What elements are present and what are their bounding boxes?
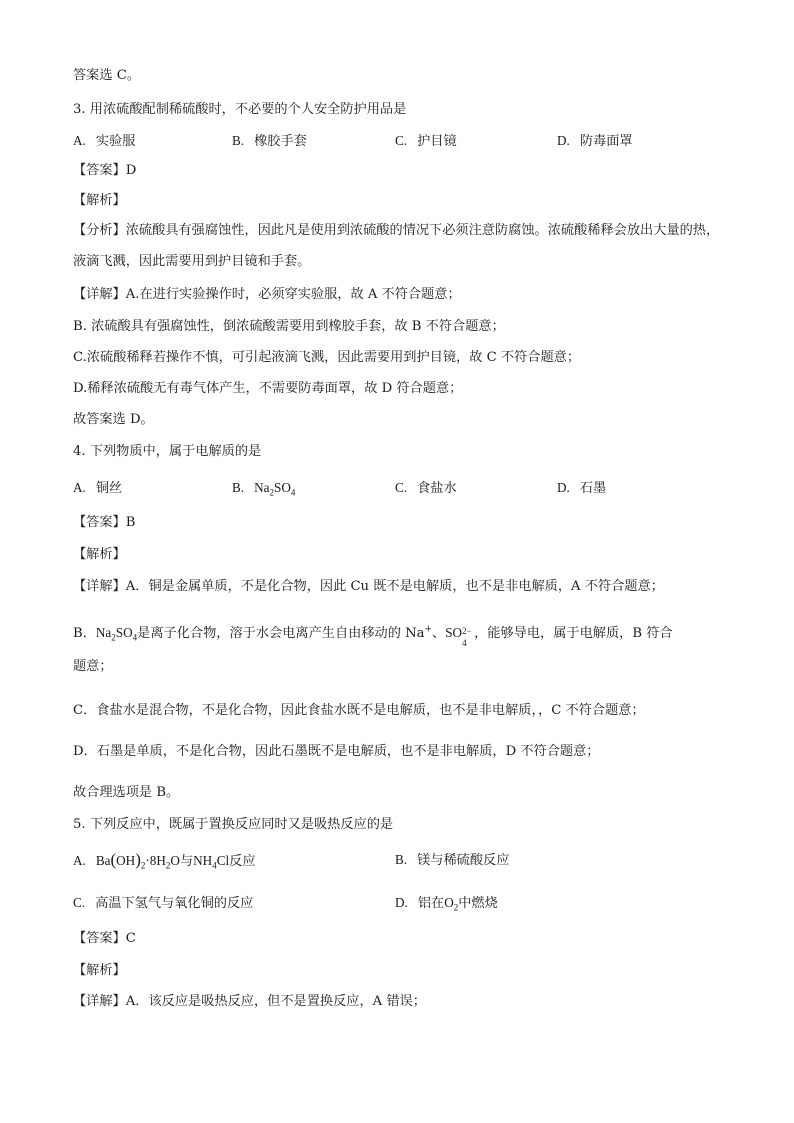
q4-detail-c: C．食盐水是混合物，不是化合物，因此食盐水既不是电解质，也不是非电解质，，C 不符合题意； bbox=[73, 703, 645, 718]
option-key: B. bbox=[395, 852, 408, 867]
answer-line: 答案选 C。 bbox=[73, 68, 141, 83]
option-key: D. bbox=[395, 895, 408, 910]
q4-detail-b: B．$Na_2SO_4$是离子化合物，溶于水会电离产生自由移动的 Na+、SO 2− 4 ，能够导电，属于电解质，B 符合 bbox=[73, 624, 673, 648]
q3-option-d bbox=[557, 132, 633, 151]
q5-answer: 【答案】C bbox=[73, 931, 136, 946]
option-text: 护目镜 bbox=[417, 134, 457, 149]
q4-option-d bbox=[557, 479, 606, 498]
q3-option-c bbox=[395, 132, 457, 151]
q3-conclusion: 故答案选 D。 bbox=[73, 412, 154, 427]
q5-jiexi: 【解析】 bbox=[73, 963, 126, 978]
option-text: 石墨 bbox=[579, 481, 607, 496]
q4-jiexi: 【解析】 bbox=[73, 547, 126, 562]
formula-na2so4: $Na_2SO_4$ bbox=[95, 625, 138, 643]
q4-option-a bbox=[73, 479, 122, 498]
q4-option-c bbox=[395, 479, 457, 498]
option-text: 实验服 bbox=[95, 134, 136, 149]
q3-detail-c: C.浓硫酸稀释若操作不慎，可引起液滴飞溅，因此需要用到护目镜，故 C 不符合题意； bbox=[73, 350, 581, 365]
option-key: A. bbox=[73, 133, 86, 148]
option-text: 铜丝 bbox=[95, 481, 123, 496]
q3-jiexi: 【解析】 bbox=[73, 193, 126, 208]
q3-detail-b: B. 浓硫酸具有强腐蚀性，倒浓硫酸需要用到橡胶手套，故 B 不符合题意； bbox=[73, 319, 505, 334]
q4-detail-d: D．石墨是单质，不是化合物，因此石墨既不是电解质，也不是非电解质，D 不符合题意； bbox=[73, 744, 600, 759]
option-key: B. bbox=[232, 133, 245, 148]
q5-stem: 5. 下列反应中，既属于置换反应同时又是吸热反应的是 bbox=[73, 817, 394, 832]
q5-option-a: A. $Ba(OH)_2\cdot 8H_2O$与$NH_4Cl$反应 bbox=[73, 850, 256, 871]
q3-detail-d: D.稀释浓硫酸无有毒气体产生，不需要防毒面罩，故 D 符合题意； bbox=[73, 381, 463, 396]
q5-detail-a: 【详解】A．该反应是吸热反应，但不是置换反应，A 错误； bbox=[73, 994, 426, 1009]
q4-detail-b-cont: 题意； bbox=[73, 659, 113, 674]
q4-option-b bbox=[232, 479, 295, 498]
q4-detail-a: 【详解】A．铜是金属单质，不是化合物，因此 Cu 既不是电解质，也不是非电解质，A 不符合题意； bbox=[73, 579, 664, 594]
formula-o2: $O_2$ bbox=[444, 895, 459, 913]
option-key: C. bbox=[395, 133, 408, 148]
q3-analysis: 【分析】浓硫酸具有强腐蚀性，因此凡是使用到浓硫酸的情况下必须注意防腐蚀。浓硫酸稀释会放出大量的热，液滴飞溅，因此需要用到护目镜和手套。 bbox=[73, 223, 720, 269]
formula-nh4cl: $NH_4Cl$ bbox=[193, 853, 230, 871]
q5-option-d: D. 铝在$O_2$中燃烧 bbox=[395, 895, 498, 913]
q3-stem: 3. 用浓硫酸配制稀硫酸时，不必要的个人安全防护用品是 bbox=[73, 102, 407, 117]
q3-option-a bbox=[73, 132, 135, 151]
option-text: 镁与稀硫酸反应 bbox=[417, 853, 510, 868]
option-text: 橡胶手套 bbox=[254, 134, 307, 149]
option-key: A. bbox=[73, 480, 86, 495]
q4-conclusion: 故合理选项是 B。 bbox=[73, 785, 180, 800]
option-key: C. bbox=[395, 480, 408, 495]
q3-answer: 【答案】D bbox=[73, 163, 137, 178]
formula-na2so4: $Na_2SO_4$ bbox=[254, 480, 296, 498]
q3-detail-a: 【详解】A.在进行实验操作时，必须穿实验服，故 A 不符合题意； bbox=[73, 287, 461, 302]
option-text: 食盐水 bbox=[417, 481, 457, 496]
option-key: C. bbox=[73, 895, 86, 910]
formula-sulfate-ion: SO 2− 4 bbox=[445, 625, 472, 648]
q3-option-b bbox=[232, 132, 307, 151]
option-key: B. bbox=[232, 480, 245, 495]
q4-stem: 4. 下列物质中，属于电解质的是 bbox=[73, 444, 262, 459]
formula-ba-oh: $Ba(OH)_2\cdot 8H_2O$ bbox=[95, 850, 180, 871]
q5-option-c bbox=[73, 894, 253, 913]
option-text: 防毒面罩 bbox=[579, 134, 633, 149]
option-key: D. bbox=[557, 133, 570, 148]
q5-option-b bbox=[395, 851, 509, 870]
option-key: D. bbox=[557, 480, 570, 495]
option-key: A. bbox=[73, 853, 86, 868]
q4-answer: 【答案】B bbox=[73, 515, 136, 530]
option-text: 高温下氢气与氧化铜的反应 bbox=[95, 896, 254, 911]
